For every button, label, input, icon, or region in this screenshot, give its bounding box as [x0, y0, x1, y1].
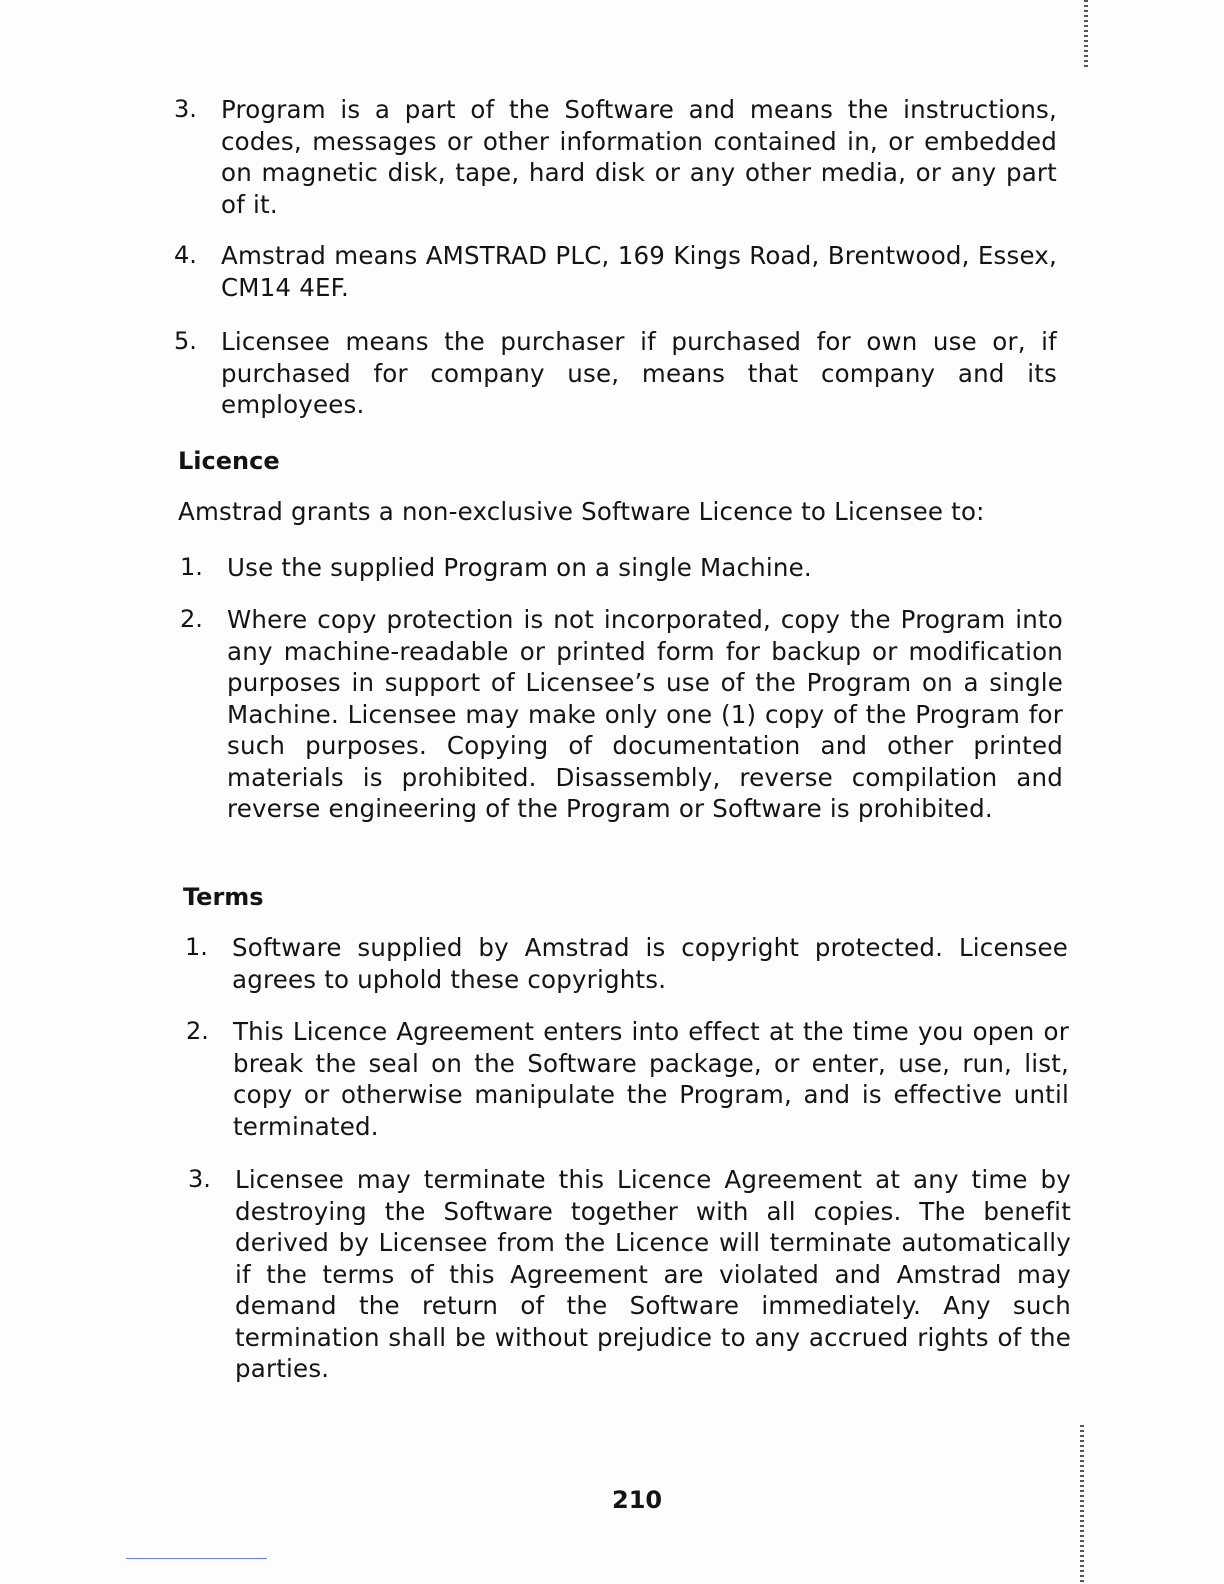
footer-rule	[126, 1558, 267, 1559]
item-number: 1.	[180, 553, 203, 581]
licence-heading: Licence	[178, 447, 280, 475]
item-text: Software supplied by Amstrad is copyright protected. Licensee agrees to uphold these copyrights.	[232, 933, 1068, 994]
item-text: Program is a part of the Software and means the instructions, codes, messages or other information contained in, or embedded on magnetic disk, tape, hard disk or any other media, or any part of it.	[221, 95, 1057, 219]
item-text: Amstrad means AMSTRAD PLC, 169 Kings Road, Brentwood, Essex, CM14 4EF.	[221, 241, 1057, 302]
item-number: 3.	[174, 95, 197, 123]
item-number: 4.	[174, 241, 197, 269]
scan-edge-mark	[1084, 0, 1088, 70]
item-number: 3.	[188, 1165, 211, 1193]
item-number: 1.	[185, 933, 208, 961]
item-text: Licensee means the purchaser if purchased for own use or, if purchased for company use, means that company and its employees.	[221, 327, 1057, 419]
item-text: Use the supplied Program on a single Machine.	[227, 553, 812, 582]
item-number: 2.	[186, 1017, 209, 1045]
item-number: 2.	[180, 605, 203, 633]
page-number: 210	[612, 1486, 663, 1514]
terms-heading: Terms	[183, 883, 264, 911]
scan-edge-mark	[1080, 1425, 1084, 1584]
licence-intro: Amstrad grants a non-exclusive Software Licence to Licensee to:	[178, 497, 985, 526]
item-text: Licensee may terminate this Licence Agreement at any time by destroying the Software together with all copies. The benefit derived by Licensee from the Licence will terminate automatically if the terms of this Agreement are violated and Amstrad may demand the return of the Software immediately. Any such termination shall be without prejudice to any accrued rights of the parties.	[235, 1165, 1071, 1383]
item-number: 5.	[174, 327, 197, 355]
item-text: This Licence Agreement enters into effect at the time you open or break the seal on the Software package, or enter, use, run, list, copy or otherwise manipulate the Program, and is effective until terminated.	[233, 1017, 1069, 1141]
item-text: Where copy protection is not incorporated, copy the Program into any machine-readable or printed form for backup or modification purposes in support of Licensee’s use of the Program on a single Machine. Licensee may make only one (1) copy of the Program for such purposes. Copying of documentation and other printed materials is prohibited. Disassembly, reverse compilation and reverse engineering of the Program or Software is prohibited.	[227, 605, 1063, 823]
